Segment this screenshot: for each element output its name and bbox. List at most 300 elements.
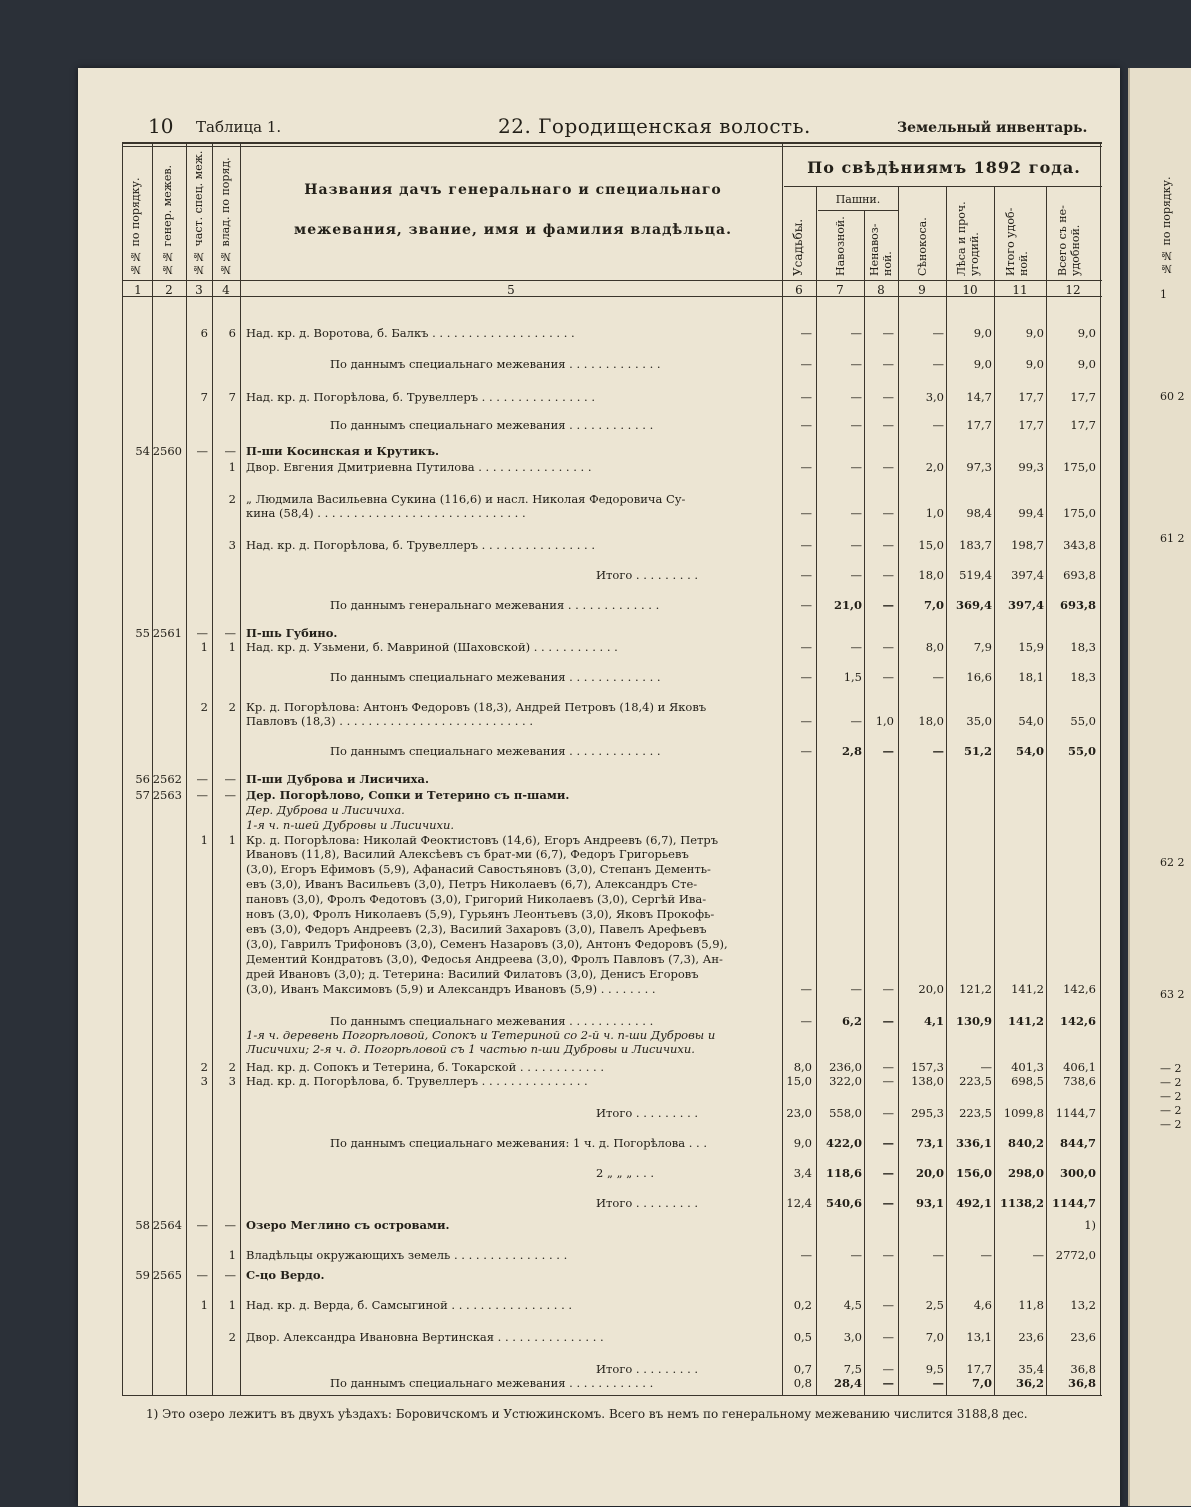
cell-v7: 2,8 — [841, 744, 862, 758]
cell-c2: 2564 — [152, 1218, 182, 1232]
cell-c3: — — [196, 1218, 208, 1232]
cell-v6: 8,0 — [793, 1060, 812, 1074]
cell-v6: — — [800, 1248, 812, 1262]
cell-v6: 23,0 — [786, 1106, 812, 1120]
cell-v8: — — [882, 1074, 894, 1088]
col-header-nenavoz: Ненавоз- ной. — [868, 223, 894, 276]
cell-v10: 7,9 — [973, 640, 992, 654]
cell-v10: 97,3 — [966, 460, 992, 474]
cell-v12: 343,8 — [1063, 538, 1096, 552]
cell-v11: 698,5 — [1011, 1074, 1044, 1088]
cell-v7: 3,0 — [843, 1330, 862, 1344]
cell-v7: — — [850, 640, 862, 654]
cell-v12: 23,6 — [1070, 1330, 1096, 1344]
cell-v11: 17,7 — [1018, 390, 1044, 404]
cell-v11: 141,2 — [1011, 982, 1044, 996]
cell-v12: 9,0 — [1077, 326, 1096, 340]
cell-v11: 15,9 — [1018, 640, 1044, 654]
col-line — [152, 144, 153, 1395]
cell-v10: 4,6 — [973, 1298, 992, 1312]
cell-v11: 397,4 — [1011, 568, 1044, 582]
col-line — [240, 144, 241, 1395]
cell-v11: 54,0 — [1018, 714, 1044, 728]
cell-v12: 36,8 — [1070, 1362, 1096, 1376]
cell-v12: 55,0 — [1070, 714, 1096, 728]
cell-v8: — — [882, 670, 894, 684]
cell-v6: — — [800, 357, 812, 371]
cell-v10: 183,7 — [959, 538, 992, 552]
col-line — [782, 144, 783, 1395]
row-description: Двор. Евгения Дмитриевна Путилова . . . . . . . . . . . . . . . . — [246, 460, 592, 474]
cell-v8: — — [882, 418, 894, 432]
pashni-header: Пашни. — [835, 193, 881, 206]
cell-v7: 21,0 — [833, 598, 862, 612]
next-page-entry: — 2 — [1160, 1076, 1182, 1089]
page-number: 10 — [148, 114, 174, 138]
cell-c3: 7 — [200, 390, 208, 404]
cell-v12: 9,0 — [1077, 357, 1096, 371]
row-description: П-ши Дуброва и Лисичиха. — [246, 772, 429, 786]
cell-c4: 3 — [228, 538, 236, 552]
cell-v10: 7,0 — [971, 1376, 992, 1390]
cell-v12: 18,3 — [1070, 670, 1096, 684]
row-description: евъ (3,0), Федоръ Андреевъ (2,3), Василий Захаровъ (3,0), Павелъ Арефьевъ — [246, 922, 707, 936]
col-header-gen: №№ генер. межев. — [161, 164, 174, 276]
cell-v11: 17,7 — [1018, 418, 1044, 432]
cell-v11: 23,6 — [1018, 1330, 1044, 1344]
cell-v6: — — [800, 598, 812, 612]
cell-v10: 519,4 — [959, 568, 992, 582]
cell-v9: 8,0 — [925, 640, 944, 654]
column-number-9: 9 — [918, 283, 926, 297]
cell-v7: 1,5 — [843, 670, 862, 684]
col-line — [1046, 186, 1047, 1395]
inventory-title: Земельный инвентарь. — [897, 120, 1088, 136]
cell-c4: — — [224, 1268, 236, 1282]
cell-c1: 54 — [135, 444, 150, 458]
cell-v6: — — [800, 670, 812, 684]
cell-c4: — — [224, 1218, 236, 1232]
row-description: Над. кр. д. Погорѣлова, б. Трувеллеръ . . . . . . . . . . . . . . . . — [246, 538, 595, 552]
cell-v6: — — [800, 1014, 812, 1028]
table-top-rule — [122, 142, 1102, 144]
cell-v9: 7,0 — [923, 598, 944, 612]
cell-v7: 7,5 — [843, 1362, 862, 1376]
cell-v10: 51,2 — [963, 744, 992, 758]
row-description: Лисичихи; 2-я ч. д. Погорѣловой съ 1 частью п-ши Дубровы и Лисичихи. — [246, 1042, 695, 1056]
cell-v9: 295,3 — [911, 1106, 944, 1120]
column-number-10: 10 — [962, 283, 978, 297]
cell-v11: 298,0 — [1007, 1166, 1044, 1180]
cell-v10: 98,4 — [966, 506, 992, 520]
cell-v8: — — [882, 982, 894, 996]
cell-c4: — — [224, 444, 236, 458]
cell-v12: 175,0 — [1063, 460, 1096, 474]
cell-v12: 693,8 — [1063, 568, 1096, 582]
cell-v9: — — [932, 670, 944, 684]
pashni-rule — [818, 210, 898, 211]
cell-v7: — — [850, 714, 862, 728]
cell-v10: 35,0 — [966, 714, 992, 728]
col-header-usadby: Усадьбы. — [791, 218, 805, 276]
cell-v8: — — [882, 568, 894, 582]
cell-v12: 142,6 — [1063, 982, 1096, 996]
cell-v8: — — [882, 1248, 894, 1262]
col-header-owner: №№ влад. по поряд. — [219, 157, 232, 276]
cell-c4: 1 — [228, 460, 236, 474]
row-description: П-ши Косинская и Крутикъ. — [246, 444, 440, 458]
cell-v7: 422,0 — [825, 1136, 862, 1150]
cell-v9: 7,0 — [925, 1330, 944, 1344]
row-description: По даннымъ специальнаго межевания . . . . . . . . . . . . — [330, 418, 654, 432]
next-page-entry: 61 2 — [1160, 532, 1185, 545]
cell-v12: 300,0 — [1059, 1166, 1096, 1180]
cell-v11: 18,1 — [1018, 670, 1044, 684]
cell-c1: 57 — [135, 788, 150, 802]
cell-c3: 1 — [200, 640, 208, 654]
cell-v7: — — [850, 982, 862, 996]
cell-v7: — — [850, 506, 862, 520]
cell-c3: 6 — [200, 326, 208, 340]
cell-v6: — — [800, 640, 812, 654]
col-line — [122, 144, 123, 1395]
volost-title: 22. Городищенская волость. — [498, 114, 811, 138]
cell-v12: 1144,7 — [1051, 1196, 1096, 1210]
cell-v12: 36,8 — [1067, 1376, 1096, 1390]
cell-c4: 3 — [228, 1074, 236, 1088]
cell-v9: — — [932, 418, 944, 432]
cell-v8: — — [882, 326, 894, 340]
cell-c3: 1 — [200, 1298, 208, 1312]
cell-v6: — — [800, 982, 812, 996]
cell-v10: 13,1 — [966, 1330, 992, 1344]
cell-v11: 198,7 — [1011, 538, 1044, 552]
next-page-entry: — 2 — [1160, 1118, 1182, 1131]
cell-v6: 0,7 — [793, 1362, 812, 1376]
col-header-senokos: Сѣнокоса. — [916, 217, 929, 276]
cell-v10: — — [980, 1060, 992, 1074]
next-page-edge — [1128, 68, 1191, 1506]
table-bottom-rule — [122, 1395, 1102, 1396]
next-page-entry: 63 2 — [1160, 988, 1185, 1001]
cell-v8: 1,0 — [875, 714, 894, 728]
row-description: (3,0), Иванъ Максимовъ (5,9) и Александръ Ивановъ (5,9) . . . . . . . . — [246, 982, 656, 996]
cell-v7: 322,0 — [829, 1074, 862, 1088]
cell-c4: 1 — [228, 640, 236, 654]
cell-c4: 1 — [228, 833, 236, 847]
cell-c3: — — [196, 444, 208, 458]
row-description: кина (58,4) . . . . . . . . . . . . . . . . . . . . . . . . . . . . . — [246, 506, 526, 520]
cell-v7: — — [850, 460, 862, 474]
cell-v11: 1099,8 — [1003, 1106, 1044, 1120]
cell-v7: — — [850, 326, 862, 340]
row-description: По даннымъ специальнаго межевания . . . . . . . . . . . . . — [330, 357, 661, 371]
cell-v6: — — [800, 506, 812, 520]
cell-v9: 18,0 — [918, 714, 944, 728]
cell-c2: 2560 — [152, 444, 182, 458]
cell-c4: — — [224, 788, 236, 802]
cell-v12: 738,6 — [1063, 1074, 1096, 1088]
row-description: Итого . . . . . . . . . — [596, 1362, 699, 1376]
cell-v10: 17,7 — [966, 418, 992, 432]
cell-v12: 1144,7 — [1055, 1106, 1096, 1120]
cell-v8: — — [882, 640, 894, 654]
cell-v10: 9,0 — [973, 326, 992, 340]
column-number-7: 7 — [836, 283, 844, 297]
row-description: По даннымъ специальнаго межевания . . . . . . . . . . . . . — [330, 670, 661, 684]
cell-v11: 141,2 — [1007, 1014, 1044, 1028]
cell-v10: 121,2 — [959, 982, 992, 996]
cell-v12: 1) — [1084, 1218, 1096, 1232]
cell-v9: — — [932, 326, 944, 340]
cell-c3: 2 — [200, 700, 208, 714]
cell-c2: 2562 — [152, 772, 182, 786]
row-description: Над. кр. д. Узьмени, б. Мавриной (Шаховской) . . . . . . . . . . . . — [246, 640, 618, 654]
cell-v8: — — [882, 506, 894, 520]
row-description: Дементий Кондратовъ (3,0), Федосья Андреева (3,0), Фролъ Павловъ (7,3), Ан- — [246, 952, 723, 966]
cell-v8: — — [882, 1060, 894, 1074]
cell-v10: — — [980, 1248, 992, 1262]
cell-v10: 223,5 — [959, 1074, 992, 1088]
cell-v6: 3,4 — [793, 1166, 812, 1180]
cell-v7: 6,2 — [841, 1014, 862, 1028]
cell-v7: — — [850, 568, 862, 582]
cell-v11: 11,8 — [1018, 1298, 1044, 1312]
cell-c4: 2 — [228, 1060, 236, 1074]
cell-v8: — — [882, 1330, 894, 1344]
cell-v11: 840,2 — [1007, 1136, 1044, 1150]
cell-v8: — — [882, 598, 894, 612]
cell-v10: 130,9 — [955, 1014, 992, 1028]
next-page-header: №№ по порядку. — [1160, 176, 1173, 275]
cell-c3: — — [196, 1268, 208, 1282]
cell-v12: 406,1 — [1063, 1060, 1096, 1074]
cell-v6: — — [800, 460, 812, 474]
cell-v11: — — [1032, 1248, 1044, 1262]
cell-v8: — — [882, 1106, 894, 1120]
cell-v12: 13,2 — [1070, 1298, 1096, 1312]
cell-v6: — — [800, 538, 812, 552]
col-header-les: Лѣса и проч. угодий. — [955, 201, 981, 276]
col-header-vsego: Всего съ не- удобной. — [1056, 205, 1082, 276]
col-line — [816, 186, 817, 1395]
cell-v11: 99,4 — [1018, 506, 1044, 520]
col-line — [994, 186, 995, 1395]
column-number-1: 1 — [134, 283, 142, 297]
cell-v6: 12,4 — [786, 1196, 812, 1210]
col-line — [1100, 144, 1101, 1395]
row-description: Над. кр. д. Сопокъ и Тетерина, б. Токарской . . . . . . . . . . . . — [246, 1060, 605, 1074]
col-header-title-2: межевания, звание, имя и фамилия владѣльца. — [294, 222, 732, 238]
cell-v9: — — [932, 744, 944, 758]
cell-v9: 3,0 — [925, 390, 944, 404]
cell-c1: 58 — [135, 1218, 150, 1232]
cell-v11: 397,4 — [1007, 598, 1044, 612]
cell-c3: — — [196, 772, 208, 786]
table-label: Таблица 1. — [196, 118, 282, 136]
cell-v9: 15,0 — [918, 538, 944, 552]
row-description: Над. кр. д. Погорѣлова, б. Трувеллеръ . . . . . . . . . . . . . . . — [246, 1074, 588, 1088]
cell-c2: 2565 — [152, 1268, 182, 1282]
cell-c1: 55 — [135, 626, 150, 640]
cell-v11: 9,0 — [1025, 326, 1044, 340]
row-description: Итого . . . . . . . . . — [596, 1106, 699, 1120]
cell-v8: — — [882, 357, 894, 371]
column-number-11: 11 — [1012, 283, 1028, 297]
row-description: 2 „ „ „ . . . — [596, 1166, 655, 1180]
cell-v10: 9,0 — [973, 357, 992, 371]
cell-c3: 2 — [200, 1060, 208, 1074]
cell-v10: 156,0 — [955, 1166, 992, 1180]
cell-v7: — — [850, 418, 862, 432]
cell-v9: 20,0 — [915, 1166, 944, 1180]
cell-v11: 35,4 — [1018, 1362, 1044, 1376]
col-line — [212, 144, 213, 1395]
cell-c4: — — [224, 772, 236, 786]
row-description: Ивановъ (11,8), Василий Алексѣевъ съ брат-ми (6,7), Федоръ Григорьевъ — [246, 847, 689, 861]
col-line — [946, 186, 947, 1395]
row-description: Над. кр. д. Верда, б. Самсыгиной . . . . . . . . . . . . . . . . . — [246, 1298, 573, 1312]
cell-c1: 59 — [135, 1268, 150, 1282]
cell-v10: 16,6 — [966, 670, 992, 684]
row-description: Итого . . . . . . . . . — [596, 568, 699, 582]
cell-c3: — — [196, 788, 208, 802]
row-description: Павловъ (18,3) . . . . . . . . . . . . . . . . . . . . . . . . . . . — [246, 714, 534, 728]
cell-v8: — — [882, 538, 894, 552]
cell-v9: 138,0 — [911, 1074, 944, 1088]
row-description: Кр. д. Погорѣлова: Николай Феоктистовъ (14,6), Егоръ Андреевъ (6,7), Петръ — [246, 833, 719, 847]
cell-v11: 401,3 — [1011, 1060, 1044, 1074]
cell-v12: 142,6 — [1059, 1014, 1096, 1028]
row-description: (3,0), Гаврилъ Трифоновъ (3,0), Семенъ Назаровъ (3,0), Антонъ Федоровъ (5,9), — [246, 937, 728, 951]
cell-v7: — — [850, 357, 862, 371]
column-number-12: 12 — [1065, 283, 1081, 297]
row-description: 1-я ч. деревень Погорѣловой, Сопокъ и Тетериной со 2-й ч. п-ши Дубровы и — [246, 1028, 716, 1042]
row-description: Итого . . . . . . . . . — [596, 1196, 699, 1210]
cell-v9: 157,3 — [911, 1060, 944, 1074]
cell-v9: — — [932, 1248, 944, 1262]
cell-v7: 4,5 — [843, 1298, 862, 1312]
cell-v6: — — [800, 326, 812, 340]
next-page-entry: — 2 — [1160, 1104, 1182, 1117]
header-bottom-rule — [122, 280, 1102, 281]
row-description: пановъ (3,0), Фролъ Федотовъ (3,0), Григорий Николаевъ (3,0), Сергѣй Ива- — [246, 892, 707, 906]
cell-v6: — — [800, 714, 812, 728]
col-header-navoz: Навозной. — [834, 216, 847, 276]
cell-v8: — — [882, 1298, 894, 1312]
cell-v7: 118,6 — [825, 1166, 862, 1180]
cell-c4: 7 — [228, 390, 236, 404]
next-page-entry: — 2 — [1160, 1090, 1182, 1103]
cell-c3: 3 — [200, 1074, 208, 1088]
cell-v8: — — [882, 1196, 894, 1210]
cell-v6: 9,0 — [793, 1136, 812, 1150]
cell-v12: 2772,0 — [1055, 1248, 1096, 1262]
cell-v9: 2,0 — [925, 460, 944, 474]
cell-v8: — — [882, 460, 894, 474]
cell-v7: — — [850, 538, 862, 552]
row-description: 1-я ч. п-шей Дубровы и Лисичихи. — [246, 818, 455, 832]
group-header-1892: По свѣдѣниямъ 1892 года. — [807, 158, 1081, 177]
cell-c4: 2 — [228, 700, 236, 714]
column-number-8: 8 — [877, 283, 885, 297]
cell-c4: — — [224, 626, 236, 640]
row-description: По даннымъ специальнаго межевания: 1 ч. д. Погорѣлова . . . — [330, 1136, 708, 1150]
cell-v6: — — [800, 568, 812, 582]
col-header-spec: №№ част. спец. меж. — [192, 150, 205, 276]
next-page-colnum: 1 — [1160, 288, 1167, 301]
cell-v9: 73,1 — [915, 1136, 944, 1150]
cell-v8: — — [882, 1166, 894, 1180]
row-description: дрей Ивановъ (3,0); д. Тетерина: Василий Филатовъ (3,0), Денисъ Егоровъ — [246, 967, 699, 981]
cell-v11: 99,3 — [1018, 460, 1044, 474]
cell-v11: 9,0 — [1025, 357, 1044, 371]
cell-v7: 28,4 — [833, 1376, 862, 1390]
cell-v12: 18,3 — [1070, 640, 1096, 654]
cell-v9: 9,5 — [925, 1362, 944, 1376]
cell-v11: 1138,2 — [999, 1196, 1044, 1210]
cell-v11: 54,0 — [1015, 744, 1044, 758]
col-header-title-1: Названия дачъ генеральнаго и специальнаго — [304, 182, 722, 198]
cell-v7: 540,6 — [825, 1196, 862, 1210]
cell-v6: 0,8 — [793, 1376, 812, 1390]
cell-v8: — — [882, 1014, 894, 1028]
cell-v10: 492,1 — [955, 1196, 992, 1210]
cell-v6: — — [800, 390, 812, 404]
cell-v8: — — [882, 1376, 894, 1390]
row-description: Двор. Александра Ивановна Вертинская . . . . . . . . . . . . . . . — [246, 1330, 604, 1344]
col-line — [186, 144, 187, 1395]
cell-c3: 1 — [200, 833, 208, 847]
row-description: Кр. д. Погорѣлова: Антонъ Федоровъ (18,3), Андрей Петровъ (18,4) и Яковъ — [246, 700, 707, 714]
row-description: С-цо Вердо. — [246, 1268, 325, 1282]
column-number-6: 6 — [795, 283, 803, 297]
cell-v6: 0,2 — [793, 1298, 812, 1312]
row-description: евъ (3,0), Иванъ Васильевъ (3,0), Петръ Николаевъ (6,7), Александръ Сте- — [246, 877, 698, 891]
row-description: По даннымъ генеральнаго межевания . . . . . . . . . . . . . — [330, 598, 660, 612]
cell-v9: 1,0 — [925, 506, 944, 520]
cell-v8: — — [882, 744, 894, 758]
cell-c1: 56 — [135, 772, 150, 786]
cell-v6: — — [800, 744, 812, 758]
row-description: Дер. Дуброва и Лисичиха. — [246, 803, 405, 817]
cell-v6: 15,0 — [786, 1074, 812, 1088]
next-page-entry: 62 2 — [1160, 856, 1185, 869]
row-description: По даннымъ специальнаго межевания . . . . . . . . . . . . . — [330, 744, 661, 758]
column-number-5: 5 — [507, 283, 515, 297]
row-description: По даннымъ специальнаго межевания . . . . . . . . . . . . — [330, 1014, 654, 1028]
footnote: 1) Это озеро лежитъ въ двухъ уѣздахъ: Боровичскомъ и Устюжинскомъ. Всего въ немъ по генеральному межеванию числится 3188,8 дес. — [146, 1407, 1028, 1421]
cell-v8: — — [882, 1136, 894, 1150]
cell-c4: 6 — [228, 326, 236, 340]
cell-c4: 1 — [228, 1298, 236, 1312]
col-line — [898, 186, 899, 1395]
cell-v8: — — [882, 1362, 894, 1376]
cell-v10: 14,7 — [966, 390, 992, 404]
cell-v7: 236,0 — [829, 1060, 862, 1074]
row-description: Над. кр. д. Погорѣлова, б. Трувеллеръ . . . . . . . . . . . . . . . . — [246, 390, 595, 404]
cell-c4: 2 — [228, 1330, 236, 1344]
cell-v9: — — [932, 357, 944, 371]
cell-c4: 1 — [228, 1248, 236, 1262]
cell-v12: 55,0 — [1067, 744, 1096, 758]
cell-v10: 223,5 — [959, 1106, 992, 1120]
next-page-entry: — 2 — [1160, 1062, 1182, 1075]
column-number-4: 4 — [222, 283, 230, 297]
cell-v6: — — [800, 418, 812, 432]
cell-v12: 693,8 — [1059, 598, 1096, 612]
cell-v9: 2,5 — [925, 1298, 944, 1312]
